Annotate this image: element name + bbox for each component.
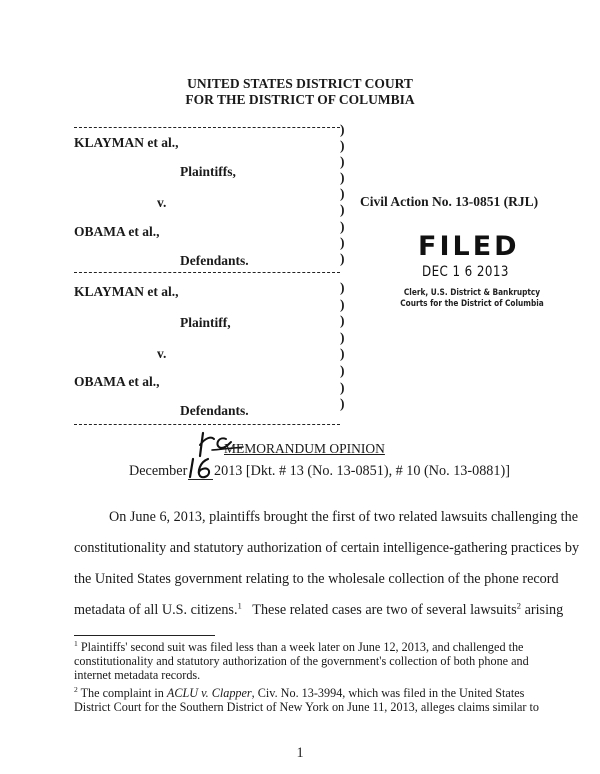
caption2-defendant: OBAMA et al., [74,374,160,389]
footnote-2-text-a: The complaint in [77,686,167,700]
caption1-versus: v. [157,195,167,210]
footnote-1-marker: 1 [74,638,78,648]
caption2-versus: v. [157,346,167,361]
clerk-stamp-line1: Clerk, U.S. District & Bankruptcy [403,288,541,298]
caption1-defendant: OBAMA et al., [74,224,160,239]
filed-stamp-date: DEC 1 6 2013 [422,264,509,280]
footnote-2-text-b: , Civ. No. 13-3994, which was filed in the United States [251,686,525,700]
caption1-plaintiff: KLAYMAN et al., [74,135,179,150]
caption1-defendant-role: Defendants. [180,253,249,268]
clerk-stamp [390,288,554,310]
body-line-4 [74,602,563,619]
body-line-4-text-a: metadata of all U.S. citizens. [74,602,238,618]
footnote-1-line-1 [74,640,523,655]
page-number: 1 [296,745,304,761]
caption2-defendant-role: Defendants. [180,403,249,418]
caption1-parentheses: ) ) ) ) ) ) ) ) ) [340,122,345,266]
civil-action-number: Civil Action No. 13-0851 (RJL) [360,194,539,209]
footnote-1-line-3: internet metadata records. [74,668,201,682]
filed-stamp: FILED [418,231,520,262]
court-name: UNITED STATES DISTRICT COURT [187,76,413,91]
footnote-2-line-2: District Court for the Southern District of New York on June 11, 2013, alleges claims similar to [74,700,539,714]
caption2-plaintiff-role: Plaintiff, [180,315,231,330]
footnote-1-text: Plaintiffs' second suit was filed less than a week later on June 12, 2013, and challenged the [77,640,524,654]
opinion-title: MEMORANDUM OPINION [224,441,385,456]
caption-divider-bottom [74,424,340,425]
court-district: FOR THE DISTRICT OF COLUMBIA [185,92,415,107]
opinion-date-docket: 2013 [Dkt. # 13 (No. 13-0851), # 10 (No. 13-0881)] [214,463,510,479]
body-line-4-text-c: arising [521,602,564,618]
footnote-ref-1: 1 [237,600,242,611]
footnote-1-line-2: constitutionality and statutory authorization of the government's collection of both phone and [74,654,529,668]
caption2-parentheses: ) ) ) ) ) ) ) ) [340,280,345,412]
body-line-4-text-b: These related cases are two of several lawsuits [241,602,517,618]
body-line-1: On June 6, 2013, plaintiffs brought the first of two related lawsuits challenging the [109,509,579,525]
footnote-2-line-1 [74,686,524,701]
footnote-separator [74,635,215,636]
body-line-3: the United States government relating to the wholesale collection of the phone record [74,571,559,587]
caption1-plaintiff-role: Plaintiffs, [180,164,236,179]
caption2-plaintiff: KLAYMAN et al., [74,284,179,299]
caption-divider-middle [74,272,340,273]
footnote-2-case-name: ACLU v. Clapper [166,686,252,700]
clerk-stamp-line2: Courts for the District of Columbia [400,299,544,309]
footnote-2-marker: 2 [74,684,78,694]
footnote-ref-2: 2 [516,600,522,611]
caption-divider-top [74,127,340,128]
opinion-date-prefix: December [129,463,188,479]
body-line-2: constitutionality and statutory authorization of certain intelligence-gathering practices by [74,540,580,556]
